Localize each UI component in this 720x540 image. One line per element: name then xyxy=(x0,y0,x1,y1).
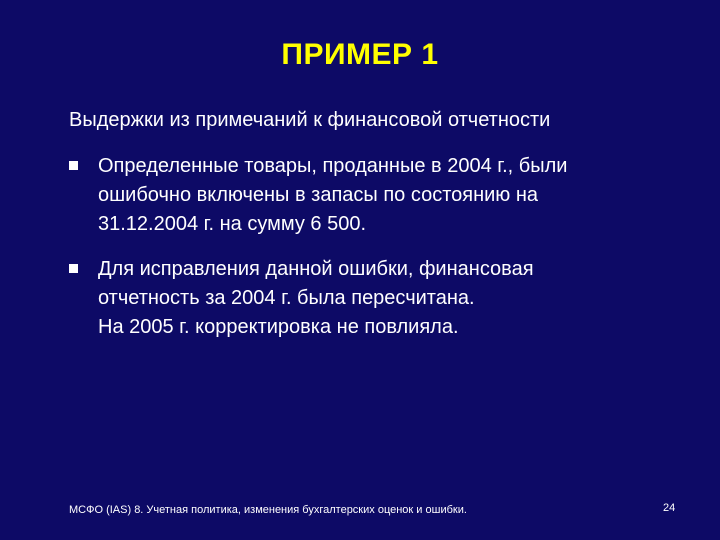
bullet-line: ошибочно включены в запасы по состоянию на xyxy=(98,184,539,206)
slide-title: ПРИМЕР 1 xyxy=(281,38,439,71)
square-bullet-icon xyxy=(69,161,78,170)
bullet-line: 31.12.2004 г. на сумму 6 500. xyxy=(98,213,367,235)
bullet-text xyxy=(98,152,669,239)
slide-footer: МСФО (IAS) 8. Учетная политика, изменения бухгалтерских оценок и ошибки. xyxy=(69,504,467,516)
bullet-line: Для исправления данной ошибки, финансовая xyxy=(98,258,534,280)
bullet-item xyxy=(69,152,669,239)
square-bullet-icon xyxy=(69,264,78,273)
bullet-text xyxy=(98,255,669,342)
slide-subtitle: Выдержки из примечаний к финансовой отчетности xyxy=(69,109,551,131)
bullet-line: отчетность за 2004 г. была пересчитана. xyxy=(98,287,475,309)
bullet-line: Определенные товары, проданные в 2004 г., были xyxy=(98,155,568,177)
page-number: 24 xyxy=(663,502,676,514)
bullet-item xyxy=(69,255,669,342)
bullet-line: На 2005 г. корректировка не повлияла. xyxy=(98,316,459,338)
